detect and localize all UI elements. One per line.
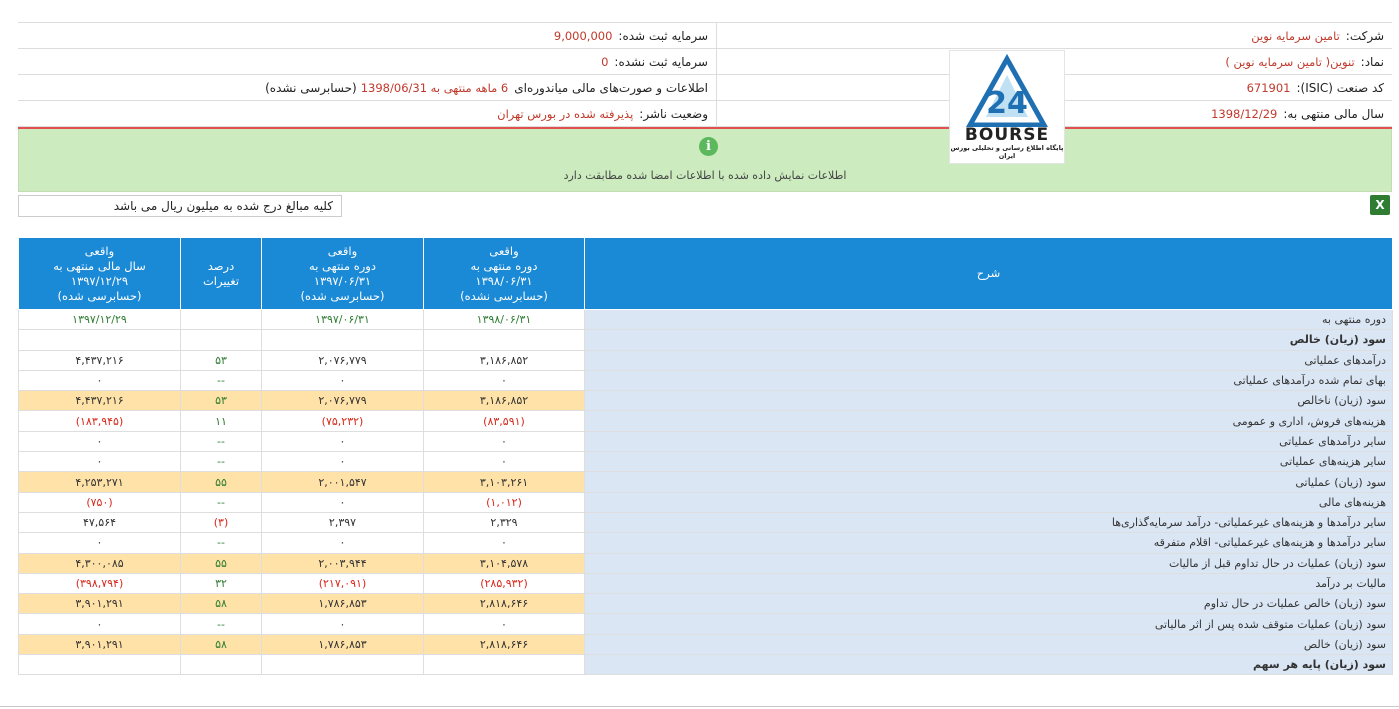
table-row: [19, 533, 1393, 553]
bourse24-logo: [949, 50, 1065, 164]
cell-change-percent: ۳۲: [181, 573, 262, 593]
cell-period-1397: (۲۱۷,۰۹۱): [262, 573, 424, 593]
cell-period-1398: (۸۳,۵۹۱): [424, 411, 585, 431]
table-row: [19, 330, 1393, 350]
report-title-period: 6 ماهه منتهی به 1398/06/31: [360, 80, 509, 95]
cell-period-1398: ۲,۳۲۹: [424, 512, 585, 532]
cell-change-percent: [181, 330, 262, 350]
row-description: درآمدهای عملیاتی: [585, 350, 1393, 370]
row-description: سایر هزینه‌های عملیاتی: [585, 452, 1393, 472]
cell-fiscal-1397: ۰: [19, 452, 181, 472]
cell-period-1398: [424, 330, 585, 350]
row-description: هزینه‌های فروش، اداری و عمومی: [585, 411, 1393, 431]
company-info-panel: [18, 22, 1392, 127]
info-row-3: [18, 75, 1392, 101]
cell-period-1398: ۰: [424, 614, 585, 634]
cell-change-percent: --: [181, 533, 262, 553]
cell-period-1398: ۳,۱۰۴,۵۷۸: [424, 553, 585, 573]
income-statement-table: [18, 237, 1393, 675]
cell-fiscal-1397: ۰: [19, 614, 181, 634]
row-description: سود (زیان) عملیات در حال تداوم قبل از مالیات: [585, 553, 1393, 573]
table-header-row: [19, 238, 1393, 310]
cell-fiscal-1397: ۴,۴۳۷,۲۱۶: [19, 391, 181, 411]
logo-subtitle: پایگاه اطلاع رسانی و تحلیلی بورس ایران: [950, 144, 1064, 160]
symbol-label: نماد:: [1360, 54, 1384, 69]
verification-notice: [18, 129, 1392, 192]
table-row: [19, 594, 1393, 614]
header-period-1398: واقعی دوره منتهی به ۱۳۹۸/۰۶/۳۱ (حسابرسی نشده): [424, 238, 585, 310]
cell-change-percent: --: [181, 370, 262, 390]
row-description: سود (زیان) خالص: [585, 330, 1393, 350]
cell-change-percent: ۱۱: [181, 411, 262, 431]
row-description: سود (زیان) خالص عملیات در حال تداوم: [585, 594, 1393, 614]
row-description: سایر درآمدهای عملیاتی: [585, 431, 1393, 451]
cell-fiscal-1397: ۴۷,۵۶۴: [19, 512, 181, 532]
cell-period-1397: ۲,۰۰۳,۹۴۴: [262, 553, 424, 573]
table-row: [19, 411, 1393, 431]
cell-fiscal-1397: ۳,۹۰۱,۲۹۱: [19, 594, 181, 614]
cell-fiscal-1397: ۳,۹۰۱,۲۹۱: [19, 634, 181, 654]
table-row: [19, 512, 1393, 532]
logo-mark-icon: [950, 51, 1064, 127]
row-description: سود (زیان) خالص: [585, 634, 1393, 654]
row-description: سود (زیان) پایه هر سهم: [585, 655, 1393, 675]
cell-period-1397: [262, 655, 424, 675]
status-value: پذیرفته شده در بورس تهران: [497, 106, 634, 121]
table-row: [19, 310, 1393, 330]
cell-fiscal-1397: [19, 655, 181, 675]
cell-period-1398: ۰: [424, 452, 585, 472]
table-row: [19, 431, 1393, 451]
cell-fiscal-1397: [19, 330, 181, 350]
cell-change-percent: ۵۸: [181, 634, 262, 654]
header-change-percent: درصد تغییرات: [181, 238, 262, 310]
cell-fiscal-1397: ۴,۲۵۳,۲۷۱: [19, 472, 181, 492]
cell-period-1398: ۱۳۹۸/۰۶/۳۱: [424, 310, 585, 330]
cell-fiscal-1397: ۱۳۹۷/۱۲/۲۹: [19, 310, 181, 330]
header-fiscal-1397: واقعی سال مالی منتهی به ۱۳۹۷/۱۲/۲۹ (حسابرسی شده): [19, 238, 181, 310]
cell-period-1397: ۰: [262, 370, 424, 390]
cell-period-1397: ۰: [262, 614, 424, 634]
row-description: سایر درآمدها و هزینه‌های غیرعملیاتی- اقلام متفرقه: [585, 533, 1393, 553]
cell-period-1398: ۰: [424, 431, 585, 451]
cell-period-1398: ۰: [424, 370, 585, 390]
cell-fiscal-1397: (۱۸۳,۹۴۵): [19, 411, 181, 431]
table-row: [19, 573, 1393, 593]
table-row: [19, 472, 1393, 492]
cell-period-1397: ۲,۰۷۶,۷۷۹: [262, 350, 424, 370]
table-row: [19, 391, 1393, 411]
row-description: دوره منتهی به: [585, 310, 1393, 330]
table-row: [19, 634, 1393, 654]
unit-note: کلیه مبالغ درج شده به میلیون ریال می باشد: [18, 195, 342, 217]
cell-fiscal-1397: (۳۹۸,۷۹۴): [19, 573, 181, 593]
reg-capital-label: سرمایه ثبت شده:: [618, 28, 708, 43]
cell-period-1397: (۷۵,۲۳۲): [262, 411, 424, 431]
row-description: سود (زیان) عملیات متوقف شده پس از اثر مالیاتی: [585, 614, 1393, 634]
header-desc: شرح: [585, 238, 1393, 310]
report-title-prefix: اطلاعات و صورت‌های مالی میاندوره‌ای: [514, 80, 708, 95]
info-row-4: [18, 101, 1392, 127]
cell-change-percent: ۵۸: [181, 594, 262, 614]
info-row-2: [18, 49, 1392, 75]
cell-change-percent: --: [181, 614, 262, 634]
cell-period-1398: ۳,۱۸۶,۸۵۲: [424, 391, 585, 411]
cell-period-1398: ۰: [424, 533, 585, 553]
table-row: [19, 492, 1393, 512]
report-title-suffix: (حسابرسی نشده): [265, 80, 357, 95]
cell-period-1397: ۲,۰۷۶,۷۷۹: [262, 391, 424, 411]
cell-period-1398: ۳,۱۸۶,۸۵۲: [424, 350, 585, 370]
cell-change-percent: [181, 310, 262, 330]
cell-period-1397: ۲,۳۹۷: [262, 512, 424, 532]
page-bottom-border: [0, 706, 1399, 707]
cell-fiscal-1397: ۰: [19, 533, 181, 553]
table-row: [19, 452, 1393, 472]
fiscal-year-value: 1398/12/29: [1211, 106, 1278, 121]
info-row-1: [18, 23, 1392, 49]
isic-label: کد صنعت (ISIC):: [1296, 80, 1384, 95]
row-description: هزینه‌های مالی: [585, 492, 1393, 512]
cell-period-1398: ۲,۸۱۸,۶۴۶: [424, 594, 585, 614]
cell-period-1397: [262, 330, 424, 350]
cell-period-1398: ۳,۱۰۳,۲۶۱: [424, 472, 585, 492]
row-description: سود (زیان) عملیاتی: [585, 472, 1393, 492]
isic-value: 671901: [1246, 80, 1291, 95]
cell-period-1397: ۱۳۹۷/۰۶/۳۱: [262, 310, 424, 330]
cell-change-percent: (۳): [181, 512, 262, 532]
header-period-1397: واقعی دوره منتهی به ۱۳۹۷/۰۶/۳۱ (حسابرسی شده): [262, 238, 424, 310]
cell-period-1397: ۰: [262, 533, 424, 553]
row-description: سود (زیان) ناخالص: [585, 391, 1393, 411]
cell-period-1398: (۲۸۵,۹۳۲): [424, 573, 585, 593]
cell-period-1397: ۱,۷۸۶,۸۵۳: [262, 594, 424, 614]
notice-text: اطلاعات نمایش داده شده با اطلاعات امضا شده مطابقت دارد: [563, 169, 847, 182]
table-row: [19, 614, 1393, 634]
cell-fiscal-1397: ۴,۴۳۷,۲۱۶: [19, 350, 181, 370]
company-label: شرکت:: [1345, 28, 1384, 43]
logo-wordmark: BOURSE: [964, 125, 1050, 145]
cell-change-percent: --: [181, 431, 262, 451]
cell-period-1397: ۰: [262, 492, 424, 512]
cell-change-percent: ۵۵: [181, 472, 262, 492]
cell-period-1397: ۰: [262, 431, 424, 451]
cell-period-1397: ۱,۷۸۶,۸۵۳: [262, 634, 424, 654]
status-label: وضعیت ناشر:: [639, 106, 708, 121]
cell-fiscal-1397: ۰: [19, 370, 181, 390]
info-icon: i: [699, 137, 718, 156]
cell-fiscal-1397: ۰: [19, 431, 181, 451]
cell-change-percent: ۵۳: [181, 391, 262, 411]
fiscal-year-label: سال مالی منتهی به:: [1283, 106, 1384, 121]
unreg-capital-value: 0: [601, 54, 609, 69]
cell-period-1398: [424, 655, 585, 675]
cell-fiscal-1397: ۴,۳۰۰,۰۸۵: [19, 553, 181, 573]
cell-period-1397: ۰: [262, 452, 424, 472]
cell-period-1398: ۲,۸۱۸,۶۴۶: [424, 634, 585, 654]
cell-change-percent: --: [181, 452, 262, 472]
row-description: بهای تمام شده درآمدهای عملیاتی: [585, 370, 1393, 390]
excel-export-icon[interactable]: X: [1370, 195, 1390, 215]
table-row: [19, 553, 1393, 573]
cell-period-1397: ۲,۰۰۱,۵۴۷: [262, 472, 424, 492]
cell-change-percent: --: [181, 492, 262, 512]
unreg-capital-label: سرمایه ثبت نشده:: [614, 54, 708, 69]
reg-capital-value: 9,000,000: [553, 28, 613, 43]
table-row: [19, 370, 1393, 390]
cell-fiscal-1397: (۷۵۰): [19, 492, 181, 512]
company-value[interactable]: تامین سرمایه نوین: [1251, 28, 1340, 43]
cell-change-percent: [181, 655, 262, 675]
logo-number: 24: [986, 86, 1028, 121]
row-description: سایر درآمدها و هزینه‌های غیرعملیاتی- درآمد سرمایه‌گذاری‌ها: [585, 512, 1393, 532]
cell-change-percent: ۵۵: [181, 553, 262, 573]
cell-change-percent: ۵۳: [181, 350, 262, 370]
symbol-value[interactable]: تنوین( تامین سرمایه نوین ): [1225, 54, 1355, 69]
table-row: [19, 350, 1393, 370]
cell-period-1398: (۱,۰۱۲): [424, 492, 585, 512]
row-description: مالیات بر درآمد: [585, 573, 1393, 593]
table-row: [19, 655, 1393, 675]
